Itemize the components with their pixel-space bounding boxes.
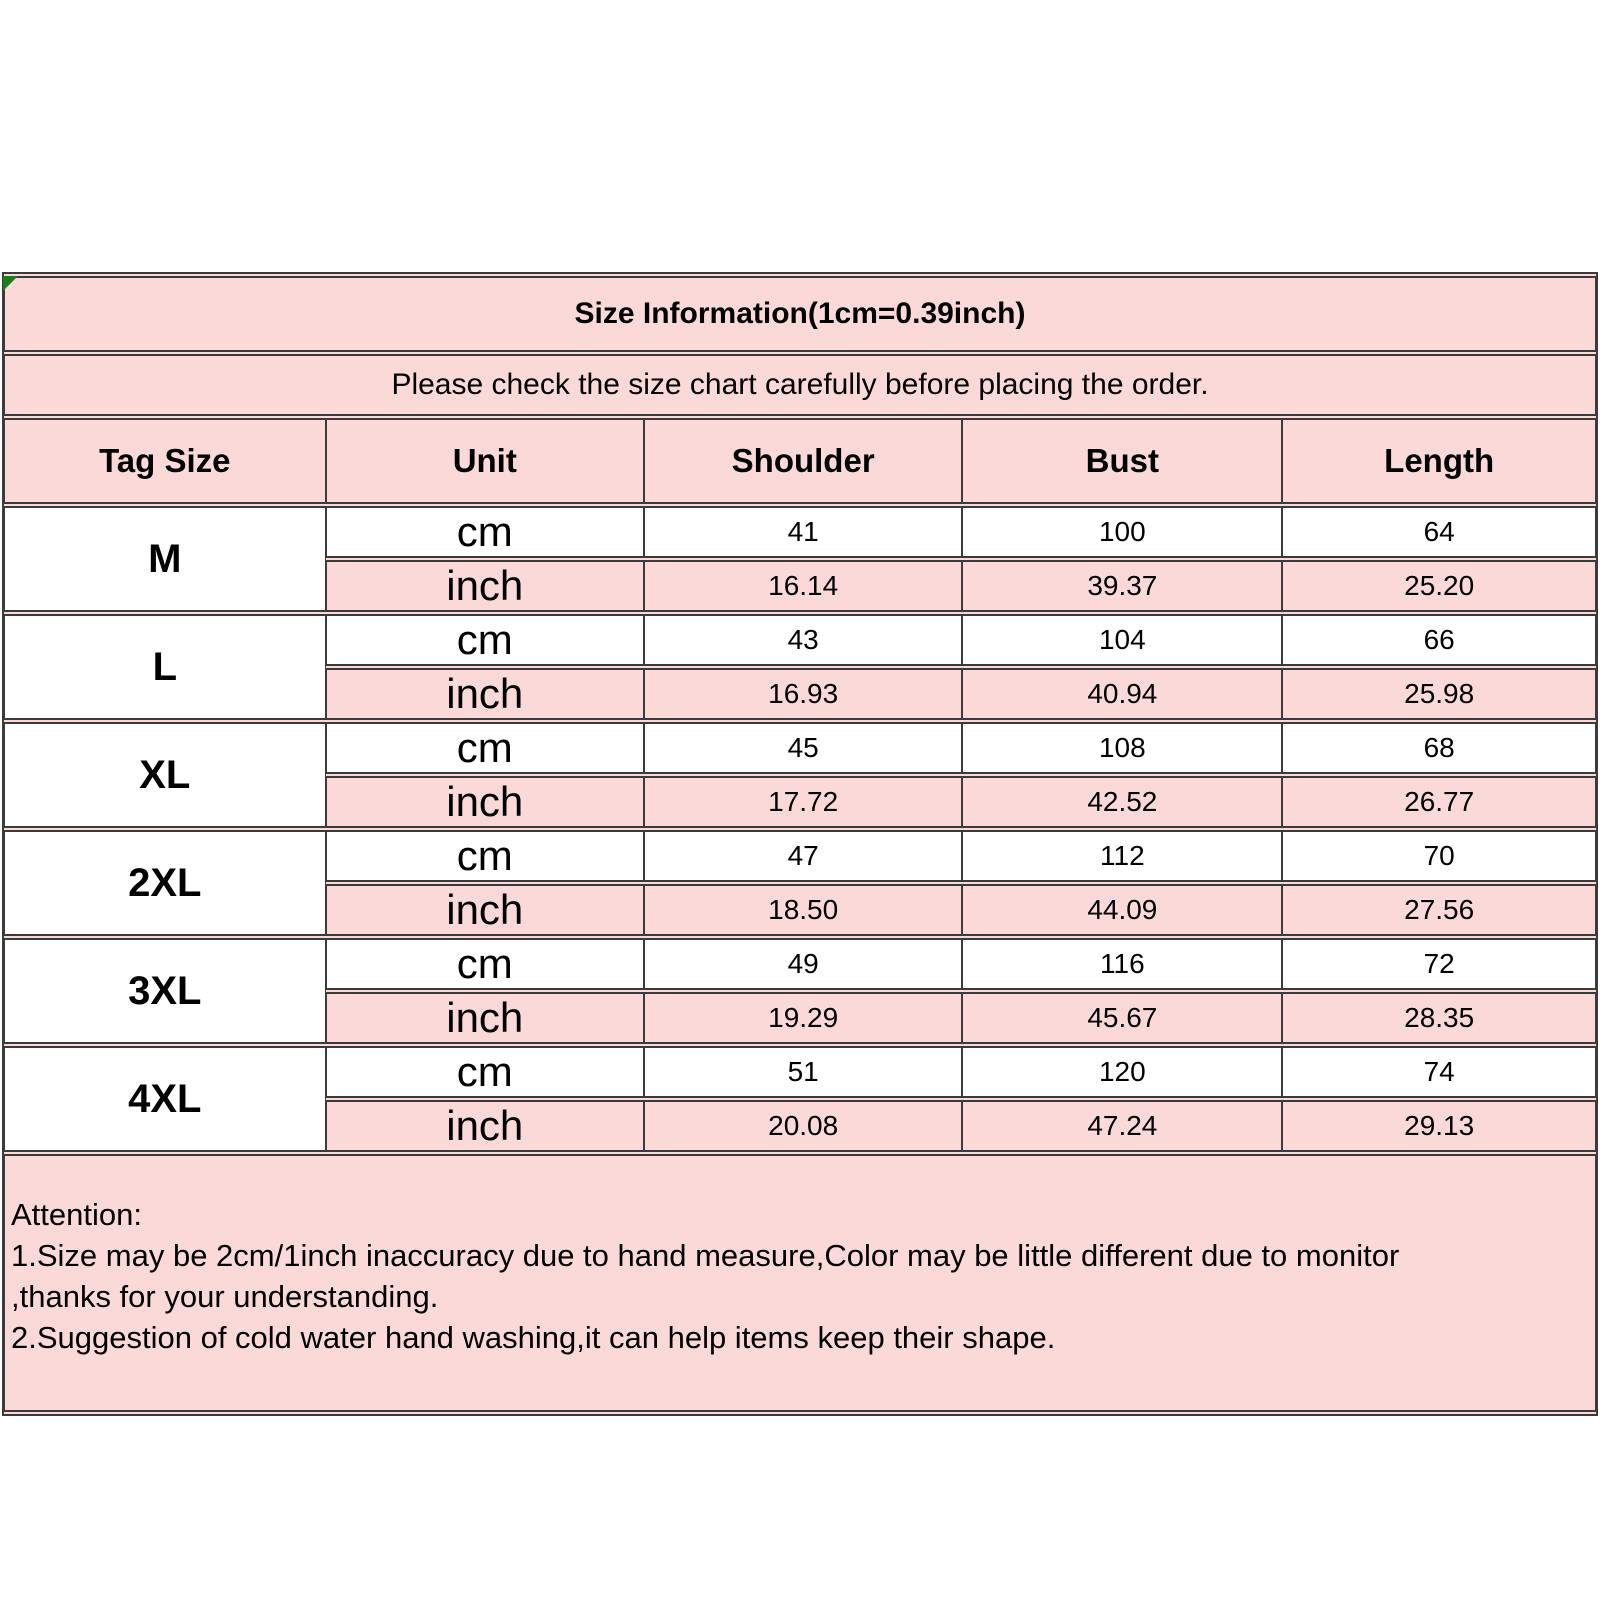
length-value: 28.35 <box>1282 992 1596 1044</box>
unit-cell: cm <box>326 1046 644 1098</box>
attention-note <box>4 1154 1596 1412</box>
table-row <box>4 722 1596 774</box>
shoulder-value: 47 <box>644 830 962 882</box>
unit-cell: cm <box>326 506 644 558</box>
length-value: 64 <box>1282 506 1596 558</box>
tag-size-cell: XL <box>4 722 326 828</box>
table-row <box>4 1046 1596 1098</box>
table-title: Size Information(1cm=0.39inch) <box>4 276 1596 352</box>
col-header-length: Length <box>1282 418 1596 504</box>
unit-cell: inch <box>326 884 644 936</box>
bust-value: 116 <box>962 938 1282 990</box>
bust-value: 40.94 <box>962 668 1282 720</box>
col-header-tag-size: Tag Size <box>4 418 326 504</box>
col-header-unit: Unit <box>326 418 644 504</box>
shoulder-value: 49 <box>644 938 962 990</box>
col-header-shoulder: Shoulder <box>644 418 962 504</box>
table-row <box>4 830 1596 882</box>
unit-cell: cm <box>326 722 644 774</box>
unit-cell: cm <box>326 938 644 990</box>
length-value: 72 <box>1282 938 1596 990</box>
unit-cell: cm <box>326 614 644 666</box>
bust-value: 108 <box>962 722 1282 774</box>
shoulder-value: 18.50 <box>644 884 962 936</box>
bust-value: 42.52 <box>962 776 1282 828</box>
unit-cell: inch <box>326 992 644 1044</box>
col-header-bust: Bust <box>962 418 1282 504</box>
tag-size-cell: 3XL <box>4 938 326 1044</box>
unit-cell: inch <box>326 1100 644 1152</box>
shoulder-value: 41 <box>644 506 962 558</box>
table-row <box>4 506 1596 558</box>
bust-value: 104 <box>962 614 1282 666</box>
green-corner-marker-icon <box>3 276 18 291</box>
bust-value: 39.37 <box>962 560 1282 612</box>
attention-line: 1.Size may be 2cm/1inch inaccuracy due to hand measure,Color may be little different due to monitor <box>11 1238 1400 1273</box>
shoulder-value: 16.14 <box>644 560 962 612</box>
size-chart <box>2 272 1598 1416</box>
length-value: 68 <box>1282 722 1596 774</box>
table-subtitle: Please check the size chart carefully before placing the order. <box>4 354 1596 416</box>
tag-size-cell: 2XL <box>4 830 326 936</box>
bust-value: 45.67 <box>962 992 1282 1044</box>
length-value: 27.56 <box>1282 884 1596 936</box>
shoulder-value: 45 <box>644 722 962 774</box>
unit-cell: cm <box>326 830 644 882</box>
length-value: 74 <box>1282 1046 1596 1098</box>
tag-size-cell: 4XL <box>4 1046 326 1152</box>
length-value: 70 <box>1282 830 1596 882</box>
table-row <box>4 614 1596 666</box>
bust-value: 47.24 <box>962 1100 1282 1152</box>
unit-cell: inch <box>326 776 644 828</box>
shoulder-value: 16.93 <box>644 668 962 720</box>
bust-value: 120 <box>962 1046 1282 1098</box>
bust-value: 112 <box>962 830 1282 882</box>
shoulder-value: 20.08 <box>644 1100 962 1152</box>
size-table <box>2 272 1598 1416</box>
shoulder-value: 51 <box>644 1046 962 1098</box>
length-value: 25.98 <box>1282 668 1596 720</box>
tag-size-cell: L <box>4 614 326 720</box>
length-value: 26.77 <box>1282 776 1596 828</box>
length-value: 29.13 <box>1282 1100 1596 1152</box>
shoulder-value: 19.29 <box>644 992 962 1044</box>
tag-size-cell: M <box>4 506 326 612</box>
shoulder-value: 43 <box>644 614 962 666</box>
table-row <box>4 938 1596 990</box>
attention-heading: Attention: <box>11 1197 142 1232</box>
bust-value: 100 <box>962 506 1282 558</box>
length-value: 25.20 <box>1282 560 1596 612</box>
length-value: 66 <box>1282 614 1596 666</box>
shoulder-value: 17.72 <box>644 776 962 828</box>
unit-cell: inch <box>326 560 644 612</box>
bust-value: 44.09 <box>962 884 1282 936</box>
unit-cell: inch <box>326 668 644 720</box>
attention-line: ,thanks for your understanding. <box>11 1279 439 1314</box>
attention-line: 2.Suggestion of cold water hand washing,it can help items keep their shape. <box>11 1320 1056 1355</box>
